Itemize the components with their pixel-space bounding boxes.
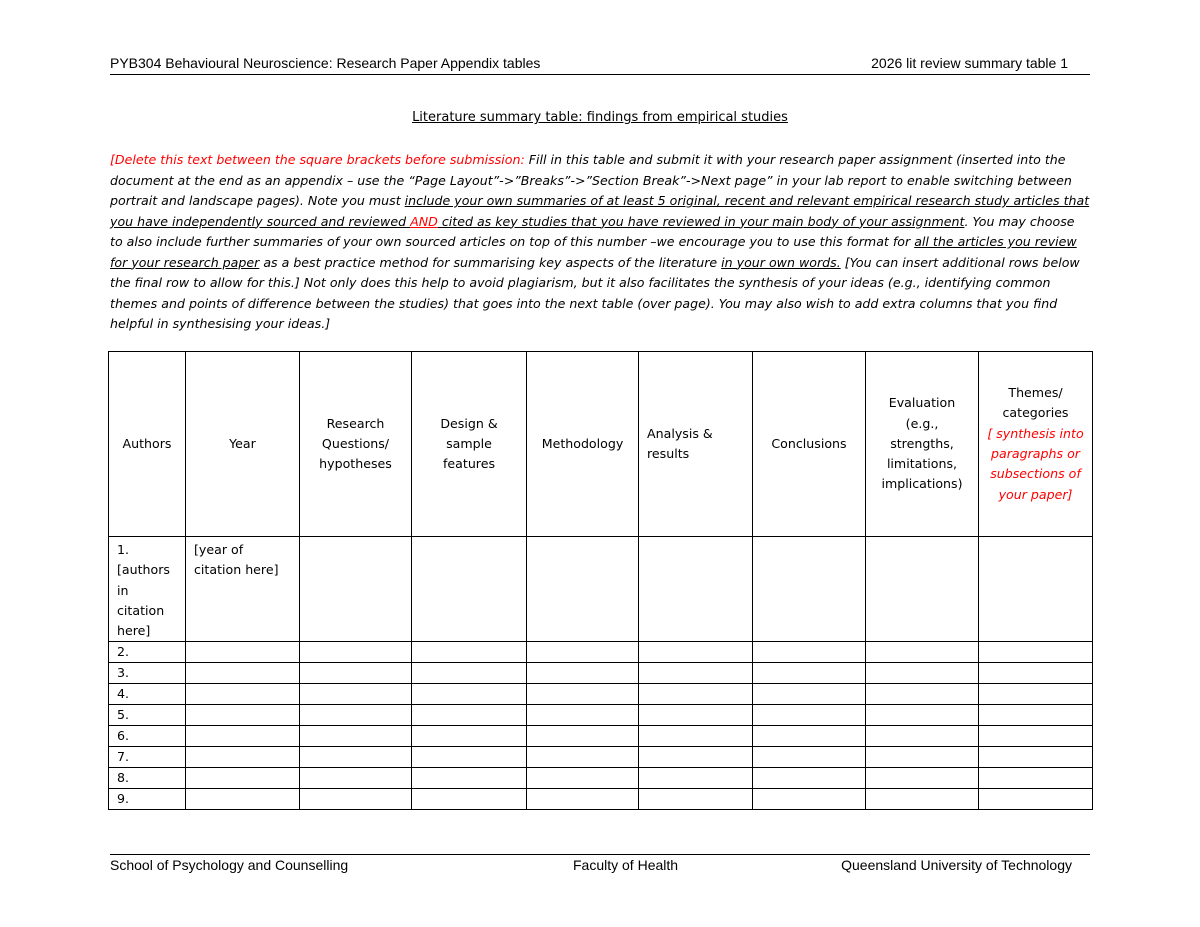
- table-header-row: [109, 352, 1093, 537]
- instructions-and: AND: [410, 213, 438, 229]
- table-cell[interactable]: [186, 789, 300, 810]
- table-cell[interactable]: [753, 684, 866, 705]
- instructions-text-3: as a best practice method for summarising key aspects of the literature: [259, 254, 722, 270]
- table-cell[interactable]: [186, 705, 300, 726]
- row-1-cell[interactable]: [753, 537, 866, 642]
- table-row: [109, 642, 1093, 663]
- instructions-text-4: [You can insert additional rows below the final row to allow for this.]: [110, 254, 1080, 290]
- row-number[interactable]: 5.: [109, 705, 186, 726]
- table-row: [109, 789, 1093, 810]
- row-number[interactable]: 3.: [109, 663, 186, 684]
- row-number[interactable]: 7.: [109, 747, 186, 768]
- table-cell[interactable]: [639, 726, 753, 747]
- table-cell[interactable]: [979, 705, 1093, 726]
- footer-university: Queensland University of Technology: [841, 857, 1072, 873]
- table-cell[interactable]: [866, 684, 979, 705]
- row-1-cell[interactable]: [979, 537, 1093, 642]
- table-cell[interactable]: [866, 789, 979, 810]
- table-cell[interactable]: [186, 747, 300, 768]
- row-1-cell[interactable]: [412, 537, 527, 642]
- table-cell[interactable]: [639, 642, 753, 663]
- table-cell[interactable]: [300, 684, 412, 705]
- row-number[interactable]: 9.: [109, 789, 186, 810]
- row-1-year-cell[interactable]: [year of citation here]: [186, 537, 300, 642]
- row-1-number: 1.: [117, 542, 130, 557]
- row-number[interactable]: 2.: [109, 642, 186, 663]
- page-footer: [110, 854, 1090, 877]
- table-cell[interactable]: [639, 789, 753, 810]
- table-cell[interactable]: [412, 768, 527, 789]
- table-cell[interactable]: [186, 768, 300, 789]
- instructions-underline-4: in your own words.: [721, 254, 841, 270]
- row-number[interactable]: 6.: [109, 726, 186, 747]
- header-themes-label: Themes/ categories: [1002, 385, 1069, 421]
- table-cell[interactable]: [412, 642, 527, 663]
- instructions-paragraph: [110, 150, 1090, 335]
- header-themes: [979, 352, 1093, 537]
- table-cell[interactable]: [753, 747, 866, 768]
- header-doc-label: 2026 lit review summary table 1: [871, 55, 1068, 71]
- table-cell[interactable]: [866, 768, 979, 789]
- table-row: [109, 726, 1093, 747]
- table-cell[interactable]: [186, 726, 300, 747]
- page-header: [110, 54, 1090, 75]
- table-row: [109, 705, 1093, 726]
- table-cell[interactable]: [639, 663, 753, 684]
- table-cell[interactable]: [866, 747, 979, 768]
- table-cell[interactable]: [527, 684, 639, 705]
- table-cell[interactable]: [527, 789, 639, 810]
- header-year: Year: [186, 352, 300, 537]
- table-cell[interactable]: [753, 705, 866, 726]
- table-cell[interactable]: [639, 684, 753, 705]
- table-cell[interactable]: [979, 684, 1093, 705]
- footer-faculty: Faculty of Health: [573, 857, 679, 873]
- table-cell[interactable]: [527, 642, 639, 663]
- header-analysis: Analysis & results: [639, 352, 753, 537]
- table-cell[interactable]: [300, 768, 412, 789]
- table-cell[interactable]: [527, 726, 639, 747]
- table-row: [109, 768, 1093, 789]
- table-row: [109, 663, 1093, 684]
- row-number[interactable]: 8.: [109, 768, 186, 789]
- table-cell[interactable]: [412, 747, 527, 768]
- table-cell[interactable]: [300, 747, 412, 768]
- table-cell[interactable]: [979, 663, 1093, 684]
- table-cell[interactable]: [527, 663, 639, 684]
- table-cell[interactable]: [866, 642, 979, 663]
- instructions-underline-2: cited as key studies that you have reviewed in your main body of your assignment: [437, 213, 965, 229]
- header-research-questions: Research Questions/ hypotheses: [300, 352, 412, 537]
- table-cell[interactable]: [412, 684, 527, 705]
- table-cell[interactable]: [639, 768, 753, 789]
- header-evaluation: Evaluation (e.g., strengths, limitations, implications): [866, 352, 979, 537]
- header-course-title: PYB304 Behavioural Neuroscience: Research Paper Appendix tables: [110, 55, 541, 71]
- table-cell[interactable]: [527, 705, 639, 726]
- table-cell[interactable]: [527, 747, 639, 768]
- table-cell[interactable]: [527, 768, 639, 789]
- row-1-authors-placeholder: [authors in citation here]: [117, 562, 170, 639]
- table-cell[interactable]: [186, 684, 300, 705]
- table-row: [109, 684, 1093, 705]
- literature-summary-table: [108, 351, 1093, 810]
- table-cell[interactable]: [979, 642, 1093, 663]
- table-cell[interactable]: [753, 663, 866, 684]
- instructions-text-2: . You may choose to also include further summaries of your own sourced articles on top of this number –we encourage you to use this format for: [110, 213, 1075, 249]
- table-cell[interactable]: [412, 789, 527, 810]
- table-cell[interactable]: [979, 747, 1093, 768]
- header-design: Design & sample features: [412, 352, 527, 537]
- header-methodology: Methodology: [527, 352, 639, 537]
- table-cell[interactable]: [300, 705, 412, 726]
- table-cell[interactable]: [412, 663, 527, 684]
- footer-school: School of Psychology and Counselling: [110, 857, 349, 873]
- table-cell[interactable]: [300, 726, 412, 747]
- table-cell[interactable]: [866, 663, 979, 684]
- table-cell[interactable]: [866, 705, 979, 726]
- table-cell[interactable]: [753, 726, 866, 747]
- table-cell[interactable]: [979, 789, 1093, 810]
- table-cell[interactable]: [639, 747, 753, 768]
- instructions-underline-1: include your own summaries of at least 5 original, recent and relevant empirical research study articles that you have independently sourced and reviewed: [110, 193, 1090, 229]
- instructions-text-5: Not only does this help to avoid plagiarism, but it also facilitates the synthesis of your ideas (e.g., identifying common themes and points of difference between the studies) that goes into the next table (over page). You may also wish to add extra columns that you find helpful in synthesising your ideas.]: [110, 275, 1058, 331]
- header-conclusions: Conclusions: [753, 352, 866, 537]
- table-cell[interactable]: [412, 705, 527, 726]
- table-cell[interactable]: [639, 705, 753, 726]
- instructions-text-1: Fill in this table and submit it with your research paper assignment (inserted into the document at the end as an appendix – use the “Page Layout”->”Breaks”->”Section Break”->Next page” in your lab report to enable switching between portrait and landscape pages). Note you must: [110, 152, 1072, 208]
- table-cell[interactable]: [186, 642, 300, 663]
- header-themes-note: [ synthesis into paragraphs or subsections of your paper]: [987, 425, 1084, 502]
- table-cell[interactable]: [300, 642, 412, 663]
- table-cell[interactable]: [753, 642, 866, 663]
- instructions-underline-3: all the articles you review for your research paper: [110, 234, 1077, 270]
- table-cell[interactable]: [753, 768, 866, 789]
- table-cell[interactable]: [412, 726, 527, 747]
- table-cell[interactable]: [186, 663, 300, 684]
- page-title: Literature summary table: findings from empirical studies: [412, 110, 788, 125]
- table-cell[interactable]: [979, 768, 1093, 789]
- row-1-cell[interactable]: [639, 537, 753, 642]
- row-1-cell[interactable]: [300, 537, 412, 642]
- table-cell[interactable]: [753, 789, 866, 810]
- table-row: [109, 747, 1093, 768]
- row-1-authors-cell[interactable]: [109, 537, 186, 642]
- table-row: [109, 537, 1093, 642]
- row-1-cell[interactable]: [527, 537, 639, 642]
- row-1-cell[interactable]: [866, 537, 979, 642]
- header-authors: Authors: [109, 352, 186, 537]
- instructions-lead: [Delete this text between the square brackets before submission:: [110, 152, 525, 167]
- table-cell[interactable]: [979, 726, 1093, 747]
- table-cell[interactable]: [866, 726, 979, 747]
- table-cell[interactable]: [300, 789, 412, 810]
- table-cell[interactable]: [300, 663, 412, 684]
- row-number[interactable]: 4.: [109, 684, 186, 705]
